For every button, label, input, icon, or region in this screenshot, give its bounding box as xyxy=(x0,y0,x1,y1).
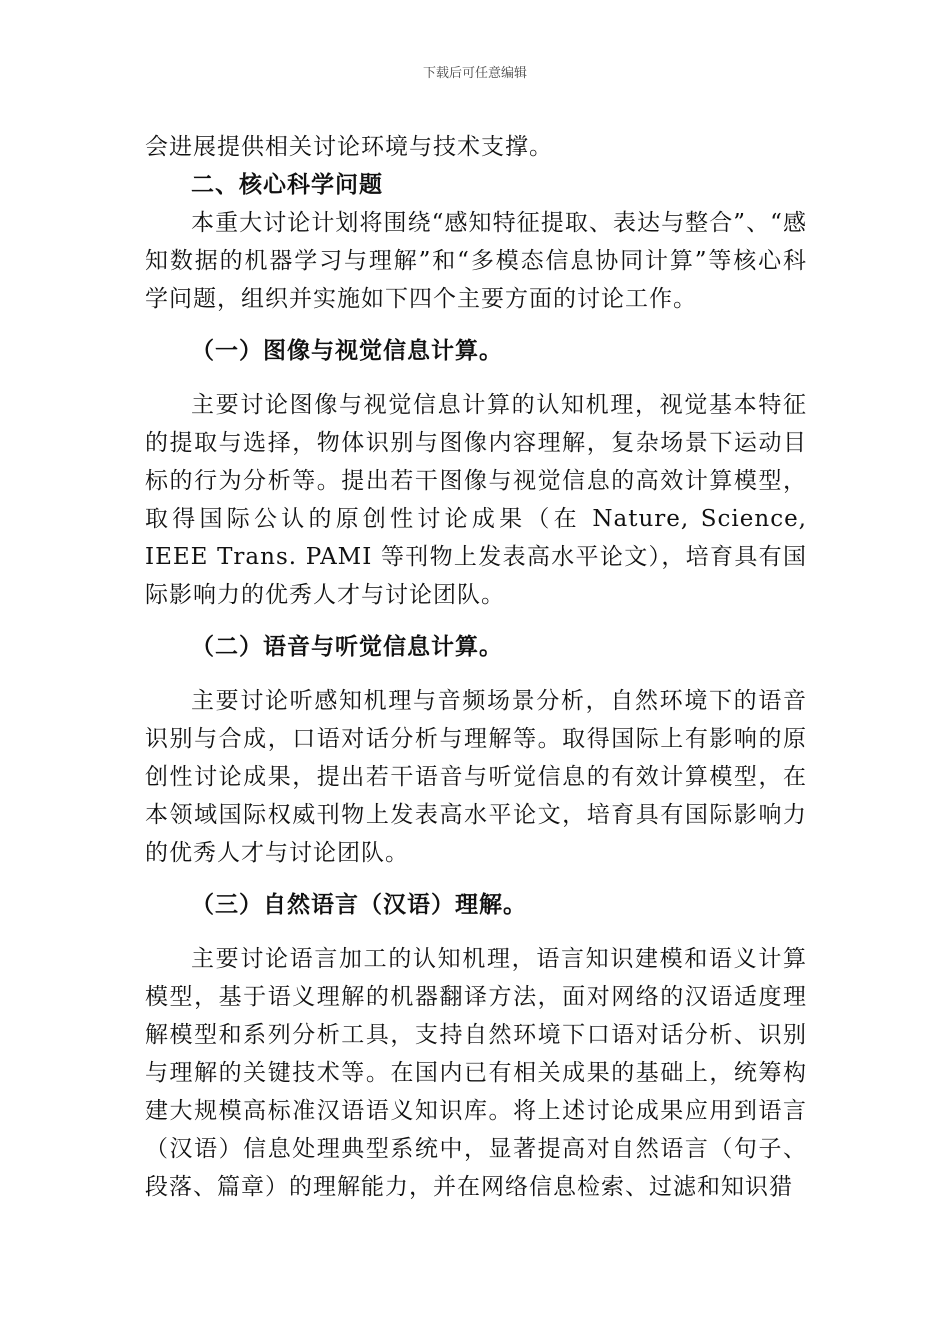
section-paragraph: 本重大讨论计划将围绕“感知特征提取、表达与整合”、“感知数据的机器学习与理解”和“多模态信息协同计算”等核心科学问题，组织并实施如下四个主要方面的讨论工作。 xyxy=(145,210,807,312)
page-header-note: 下载后可任意编辑 xyxy=(422,66,527,81)
subsection-paragraph-speech: 主要讨论听感知机理与音频场景分析，自然环境下的语音识别与合成，口语对话分析与理解等。取得国际上有影响的原创性讨论成果，提出若干语音与听觉信息的有效计算模型，在本领域国际权威刊物上发表高水平论文，培育具有国际影响力的优秀人才与讨论团队。 xyxy=(145,688,807,866)
subsection-title-speech: （二）语音与听觉信息计算。 xyxy=(191,633,503,660)
subsection-title-vision: （一）图像与视觉信息计算。 xyxy=(191,337,503,364)
section-title: 二、核心科学问题 xyxy=(191,171,383,198)
subsection-title-language: （三）自然语言（汉语）理解。 xyxy=(191,891,527,918)
document-body xyxy=(145,128,807,1206)
subsection-paragraph-language: 主要讨论语言加工的认知机理，语言知识建模和语义计算模型，基于语义理解的机器翻译方法，面对网络的汉语适度理解模型和系列分析工具，支持自然环境下口语对话分析、识别与理解的关键技术等。在国内已有相关成果的基础上，统筹构建大规模高标准汉语语义知识库。将上述讨论成果应用到语言（汉语）信息处理典型系统中，显著提高对自然语言（句子、段落、篇章）的理解能力，并在网络信息检索、过滤和知识猎 xyxy=(145,946,807,1200)
subsection-paragraph-vision: 主要讨论图像与视觉信息计算的认知机理，视觉基本特征的提取与选择，物体识别与图像内容理解，复杂场景下运动目标的行为分析等。提出若干图像与视觉信息的高效计算模型，取得国际公认的原创性讨论成果（在 Nature, Science, IEEE Trans. PAMI 等刊物上发表高水平论文），培育具有国际影响力的优秀人才与讨论团队。 xyxy=(145,392,807,608)
intro-tail-paragraph: 会进展提供相关讨论环境与技术支撑。 xyxy=(145,134,553,160)
